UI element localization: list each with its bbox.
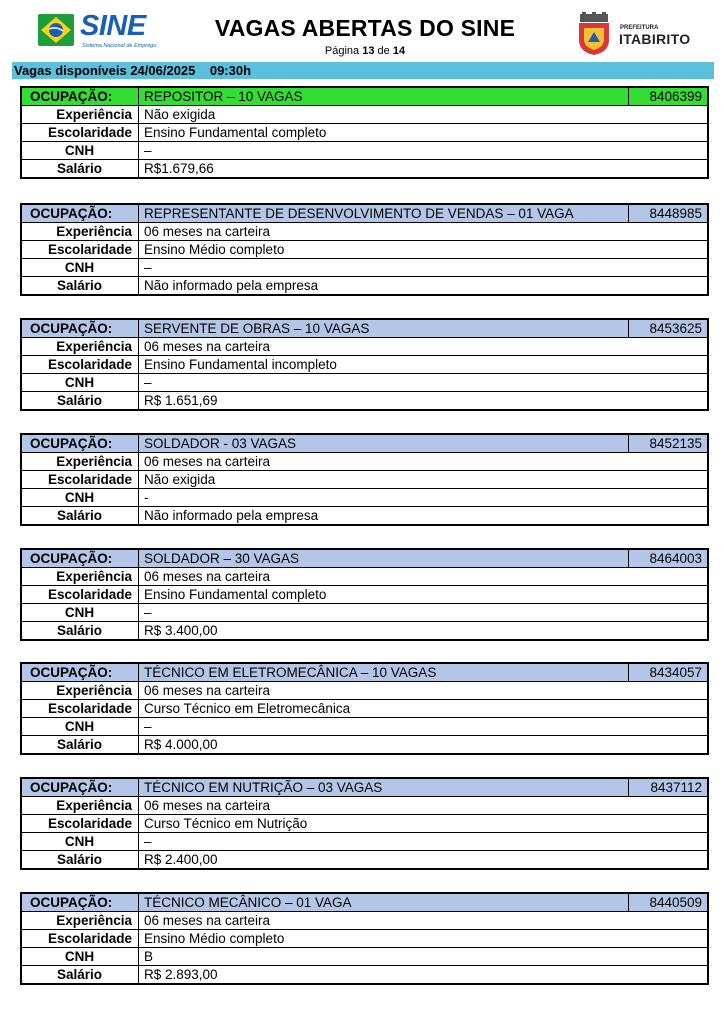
experience-row bbox=[21, 453, 708, 471]
education-value: Ensino Fundamental completo bbox=[139, 586, 709, 604]
occupation-row bbox=[21, 434, 708, 453]
occupation-label: OCUPAÇÃO: bbox=[21, 319, 139, 338]
city-name: ITABIRITO bbox=[619, 31, 691, 47]
occupation-label: OCUPAÇÃO: bbox=[21, 434, 139, 453]
job-card bbox=[20, 203, 709, 296]
education-value: Ensino Médio completo bbox=[139, 930, 709, 948]
prefeitura-label: PREFEITURA bbox=[620, 25, 659, 31]
experience-label: Experiência bbox=[21, 912, 139, 930]
job-card bbox=[20, 662, 709, 755]
education-label: Escolaridade bbox=[21, 586, 139, 604]
education-value: Ensino Fundamental incompleto bbox=[139, 356, 709, 374]
license-row bbox=[21, 489, 708, 507]
salary-value: R$ 2.893,00 bbox=[139, 966, 709, 985]
education-label: Escolaridade bbox=[21, 815, 139, 833]
salary-label: Salário bbox=[21, 966, 139, 985]
salary-label: Salário bbox=[21, 736, 139, 755]
job-card bbox=[20, 318, 709, 411]
experience-label: Experiência bbox=[21, 223, 139, 241]
education-row bbox=[21, 586, 708, 604]
page-number bbox=[190, 45, 540, 57]
job-code: 8464003 bbox=[629, 549, 709, 568]
education-label: Escolaridade bbox=[21, 356, 139, 374]
page-current: 13 bbox=[362, 45, 375, 57]
occupation-label: OCUPAÇÃO: bbox=[21, 87, 139, 106]
salary-label: Salário bbox=[21, 392, 139, 411]
experience-value: 06 meses na carteira bbox=[139, 568, 709, 586]
experience-row bbox=[21, 568, 708, 586]
education-label: Escolaridade bbox=[21, 700, 139, 718]
license-label: CNH bbox=[21, 259, 139, 277]
sine-logo bbox=[38, 10, 168, 52]
salary-row bbox=[21, 622, 708, 641]
salary-row bbox=[21, 277, 708, 296]
occupation-title: REPOSITOR – 10 VAGAS bbox=[139, 87, 629, 106]
page-prefix: Página bbox=[324, 45, 360, 57]
occupation-row bbox=[21, 319, 708, 338]
experience-value: 06 meses na carteira bbox=[139, 453, 709, 471]
page-header bbox=[0, 0, 724, 62]
experience-label: Experiência bbox=[21, 338, 139, 356]
license-row bbox=[21, 604, 708, 622]
job-code: 8453625 bbox=[629, 319, 709, 338]
occupation-label: OCUPAÇÃO: bbox=[21, 663, 139, 682]
job-card bbox=[20, 433, 709, 526]
license-value: – bbox=[139, 374, 709, 392]
experience-value: 06 meses na carteira bbox=[139, 912, 709, 930]
salary-value: R$ 2.400,00 bbox=[139, 851, 709, 870]
occupation-title: SOLDADOR – 30 VAGAS bbox=[139, 549, 629, 568]
education-value: Não exigida bbox=[139, 471, 709, 489]
license-label: CNH bbox=[21, 948, 139, 966]
job-code: 8406399 bbox=[629, 87, 709, 106]
salary-row bbox=[21, 160, 708, 179]
salary-row bbox=[21, 966, 708, 985]
occupation-title: TÉCNICO MECÂNICO – 01 VAGA bbox=[139, 893, 629, 912]
license-label: CNH bbox=[21, 489, 139, 507]
coat-of-arms-icon bbox=[574, 12, 614, 56]
salary-label: Salário bbox=[21, 160, 139, 179]
license-label: CNH bbox=[21, 142, 139, 160]
occupation-row bbox=[21, 778, 708, 797]
experience-label: Experiência bbox=[21, 106, 139, 124]
salary-value: Não informado pela empresa bbox=[139, 507, 709, 526]
education-value: Ensino Médio completo bbox=[139, 241, 709, 259]
education-row bbox=[21, 930, 708, 948]
experience-row bbox=[21, 797, 708, 815]
occupation-row bbox=[21, 204, 708, 223]
experience-value: 06 meses na carteira bbox=[139, 797, 709, 815]
occupation-label: OCUPAÇÃO: bbox=[21, 549, 139, 568]
job-code: 8437112 bbox=[629, 778, 709, 797]
license-value: – bbox=[139, 259, 709, 277]
education-value: Curso Técnico em Nutrição bbox=[139, 815, 709, 833]
occupation-label: OCUPAÇÃO: bbox=[21, 778, 139, 797]
experience-label: Experiência bbox=[21, 797, 139, 815]
license-row bbox=[21, 833, 708, 851]
job-card bbox=[20, 548, 709, 641]
education-label: Escolaridade bbox=[21, 241, 139, 259]
license-row bbox=[21, 718, 708, 736]
job-code: 8448985 bbox=[629, 204, 709, 223]
license-value: – bbox=[139, 604, 709, 622]
occupation-title: SERVENTE DE OBRAS – 10 VAGAS bbox=[139, 319, 629, 338]
salary-row bbox=[21, 851, 708, 870]
salary-label: Salário bbox=[21, 851, 139, 870]
education-row bbox=[21, 700, 708, 718]
education-row bbox=[21, 356, 708, 374]
experience-row bbox=[21, 912, 708, 930]
experience-row bbox=[21, 223, 708, 241]
job-code: 8434057 bbox=[629, 663, 709, 682]
salary-value: R$ 1.651,69 bbox=[139, 392, 709, 411]
salary-value: R$ 3.400,00 bbox=[139, 622, 709, 641]
license-value: – bbox=[139, 718, 709, 736]
license-label: CNH bbox=[21, 604, 139, 622]
education-row bbox=[21, 815, 708, 833]
license-label: CNH bbox=[21, 374, 139, 392]
job-code: 8440509 bbox=[629, 893, 709, 912]
experience-label: Experiência bbox=[21, 568, 139, 586]
experience-row bbox=[21, 106, 708, 124]
brazil-flag-icon bbox=[38, 12, 76, 48]
experience-value: 06 meses na carteira bbox=[139, 338, 709, 356]
page-separator: de bbox=[377, 45, 390, 57]
license-row bbox=[21, 948, 708, 966]
occupation-title: SOLDADOR - 03 VAGAS bbox=[139, 434, 629, 453]
date-banner: Vagas disponíveis 24/06/2025 09:30h bbox=[12, 62, 714, 79]
occupation-label: OCUPAÇÃO: bbox=[21, 893, 139, 912]
occupation-title: REPRESENTANTE DE DESENVOLVIMENTO DE VENDAS – 01 VAGA bbox=[139, 204, 629, 223]
experience-row bbox=[21, 338, 708, 356]
license-value: – bbox=[139, 142, 709, 160]
education-row bbox=[21, 471, 708, 489]
salary-row bbox=[21, 392, 708, 411]
job-card bbox=[20, 892, 709, 985]
education-label: Escolaridade bbox=[21, 930, 139, 948]
occupation-row bbox=[21, 893, 708, 912]
license-label: CNH bbox=[21, 833, 139, 851]
experience-value: 06 meses na carteira bbox=[139, 682, 709, 700]
prefeitura-logo bbox=[574, 12, 694, 56]
salary-value: R$ 4.000,00 bbox=[139, 736, 709, 755]
occupation-title: TÉCNICO EM NUTRIÇÃO – 03 VAGAS bbox=[139, 778, 629, 797]
salary-label: Salário bbox=[21, 277, 139, 296]
license-row bbox=[21, 374, 708, 392]
education-label: Escolaridade bbox=[21, 471, 139, 489]
salary-label: Salário bbox=[21, 507, 139, 526]
job-card bbox=[20, 777, 709, 870]
license-value: B bbox=[139, 948, 709, 966]
occupation-row bbox=[21, 549, 708, 568]
occupation-title: TÉCNICO EM ELETROMECÂNICA – 10 VAGAS bbox=[139, 663, 629, 682]
job-code: 8452135 bbox=[629, 434, 709, 453]
license-value: – bbox=[139, 833, 709, 851]
salary-row bbox=[21, 507, 708, 526]
occupation-row bbox=[21, 663, 708, 682]
page-title: VAGAS ABERTAS DO SINE bbox=[214, 15, 516, 41]
salary-value: Não informado pela empresa bbox=[139, 277, 709, 296]
occupation-label: OCUPAÇÃO: bbox=[21, 204, 139, 223]
experience-label: Experiência bbox=[21, 682, 139, 700]
education-value: Ensino Fundamental completo bbox=[139, 124, 709, 142]
salary-row bbox=[21, 736, 708, 755]
experience-label: Experiência bbox=[21, 453, 139, 471]
license-label: CNH bbox=[21, 718, 139, 736]
page-total: 14 bbox=[392, 45, 406, 57]
license-value: - bbox=[139, 489, 709, 507]
experience-row bbox=[21, 682, 708, 700]
experience-value: 06 meses na carteira bbox=[139, 223, 709, 241]
occupation-row bbox=[21, 87, 708, 106]
salary-label: Salário bbox=[21, 622, 139, 641]
job-card bbox=[20, 86, 709, 179]
education-row bbox=[21, 124, 708, 142]
salary-value: R$1.679,66 bbox=[139, 160, 709, 179]
sine-logo-text: SINE bbox=[80, 10, 146, 42]
education-label: Escolaridade bbox=[21, 124, 139, 142]
education-value: Curso Técnico em Eletromecânica bbox=[139, 700, 709, 718]
license-row bbox=[21, 259, 708, 277]
sine-logo-subtitle: Sistema Nacional de Emprego bbox=[82, 43, 157, 49]
experience-value: Não exigida bbox=[139, 106, 709, 124]
license-row bbox=[21, 142, 708, 160]
education-row bbox=[21, 241, 708, 259]
